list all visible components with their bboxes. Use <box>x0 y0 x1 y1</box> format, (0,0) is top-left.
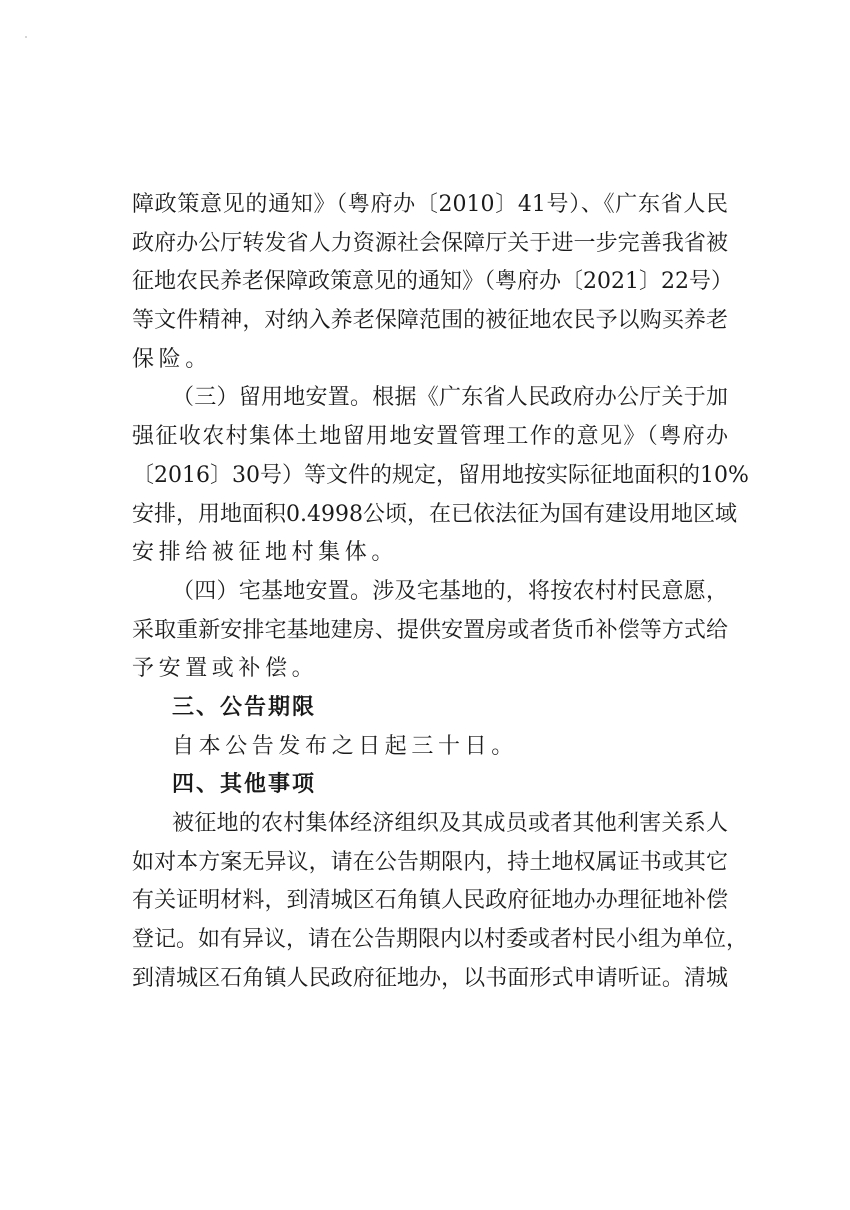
text-line: 有关证明材料，到清城区石角镇人民政府征地办办理征地补偿 <box>132 888 728 914</box>
paragraph-3-start: （三）留用地安置。根据《广东省人民政府办公厅关于加 <box>172 385 728 411</box>
text-line: 强征收农村集体土地留用地安置管理工作的意见》（粤府办 <box>132 424 728 450</box>
paragraph-4-start: （四）宅基地安置。涉及宅基地的，将按农村村民意愿， <box>172 578 728 604</box>
scan-speck <box>25 36 27 38</box>
text-line: 被征地的农村集体经济组织及其成员或者其他利害关系人 <box>172 811 728 836</box>
text-line: 到清城区石角镇人民政府征地办，以书面形式申请听证。清城 <box>132 965 728 991</box>
text-line: 安排，用地面积0.4998公顷，在已依法征为国有建设用地区域 <box>132 501 737 527</box>
section-heading-announcement-period: 三、公告期限 <box>172 694 317 720</box>
text-line: 保险。 <box>132 346 212 372</box>
text-line: 采取重新安排宅基地建房、提供安置房或者货币补偿等方式给 <box>132 617 728 643</box>
text-line: 安排给被征地村集体。 <box>132 540 399 566</box>
text-line: 〔2016〕30号）等文件的规定，留用地按实际征地面积的10% <box>132 462 749 488</box>
text-line: 等文件精神，对纳入养老保障范围的被征地农民予以购买养老 <box>132 308 728 334</box>
text-line: 政府办公厅转发省人力资源社会保障厅关于进一步完善我省被 <box>132 230 728 256</box>
text-line: 如对本方案无异议，请在公告期限内，持土地权属证书或其它 <box>132 849 728 875</box>
section-heading-other-matters: 四、其他事项 <box>172 772 317 798</box>
text-line: 征地农民养老保障政策意见的通知》（粤府办〔2021〕22号） <box>132 269 733 295</box>
text-line: 登记。如有异议，请在公告期限内以村委或者村民小组为单位， <box>132 927 749 953</box>
text-line: 障政策意见的通知》（粤府办〔2010〕41号）、《广东省人民 <box>132 192 728 217</box>
document-body <box>132 186 749 998</box>
text-line: 予安置或补偿。 <box>132 656 319 682</box>
text-line: 自本公告发布之日起三十日。 <box>172 733 518 759</box>
